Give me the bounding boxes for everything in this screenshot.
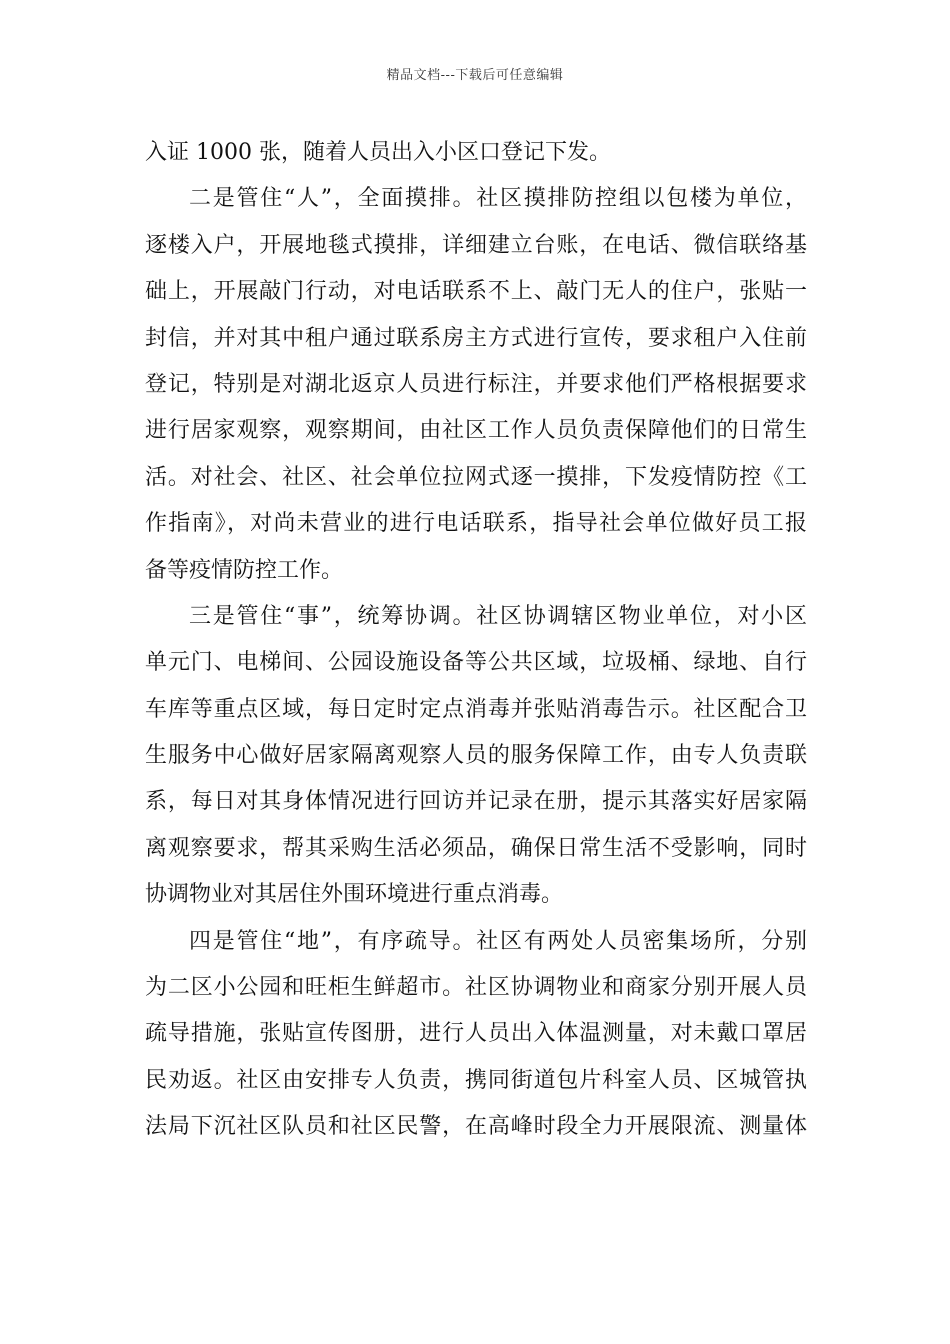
text-line: 二是管住“人”，全面摸排。社区摸排防控组以包楼为单位， xyxy=(189,186,807,212)
text-line: 备等疫情防控工作。 xyxy=(145,557,344,583)
text-line: 活。对社会、社区、社会单位拉网式逐一摸排，下发疫情防控《工 xyxy=(145,464,807,490)
text-line: 四是管住“地”，有序疏导。社区有两处人员密集场所，分别 xyxy=(189,928,807,954)
text-line: 法局下沉社区队员和社区民警，在高峰时段全力开展限流、测量体 xyxy=(145,1114,807,1140)
text-line: 入证 1000 张，随着人员出入小区口登记下发。 xyxy=(145,140,611,165)
text-line: 协调物业对其居住外围环境进行重点消毒。 xyxy=(145,882,564,908)
text-line: 登记，特别是对湖北返京人员进行标注，并要求他们严格根据要求 xyxy=(145,371,807,397)
page-header: 精品文档---下载后可任意编辑 xyxy=(386,68,564,83)
text-line: 车库等重点区域，每日定时定点消毒并张贴消毒告示。社区配合卫 xyxy=(145,696,807,722)
text-line: 生服务中心做好居家隔离观察人员的服务保障工作，由专人负责联 xyxy=(145,743,807,769)
text-line: 础上，开展敲门行动，对电话联系不上、敲门无人的住户，张贴一 xyxy=(145,279,807,305)
text-line: 三是管住“事”，统筹协调。社区协调辖区物业单位，对小区 xyxy=(189,603,807,629)
text-line: 进行居家观察，观察期间，由社区工作人员负责保障他们的日常生 xyxy=(145,418,807,444)
text-line: 系，每日对其身体情况进行回访并记录在册，提示其落实好居家隔 xyxy=(145,789,807,815)
text-line: 单元门、电梯间、公园设施设备等公共区域，垃圾桶、绿地、自行 xyxy=(145,650,807,676)
text-line: 逐楼入户，开展地毯式摸排，详细建立台账，在电话、微信联络基 xyxy=(145,232,807,258)
text-line: 离观察要求，帮其采购生活必须品，确保日常生活不受影响，同时 xyxy=(145,835,807,861)
text-line: 疏导措施，张贴宣传图册，进行人员出入体温测量，对未戴口罩居 xyxy=(145,1021,807,1047)
text-line: 作指南》，对尚未营业的进行电话联系，指导社会单位做好员工报 xyxy=(145,511,807,537)
text-line: 为二区小公园和旺柜生鲜超市。社区协调物业和商家分别开展人员 xyxy=(145,975,807,1001)
text-line: 封信，并对其中租户通过联系房主方式进行宣传，要求租户入住前 xyxy=(145,325,807,351)
text-line: 民劝返。社区由安排专人负责，携同街道包片科室人员、区城管执 xyxy=(145,1067,807,1093)
document-body xyxy=(145,130,807,1151)
